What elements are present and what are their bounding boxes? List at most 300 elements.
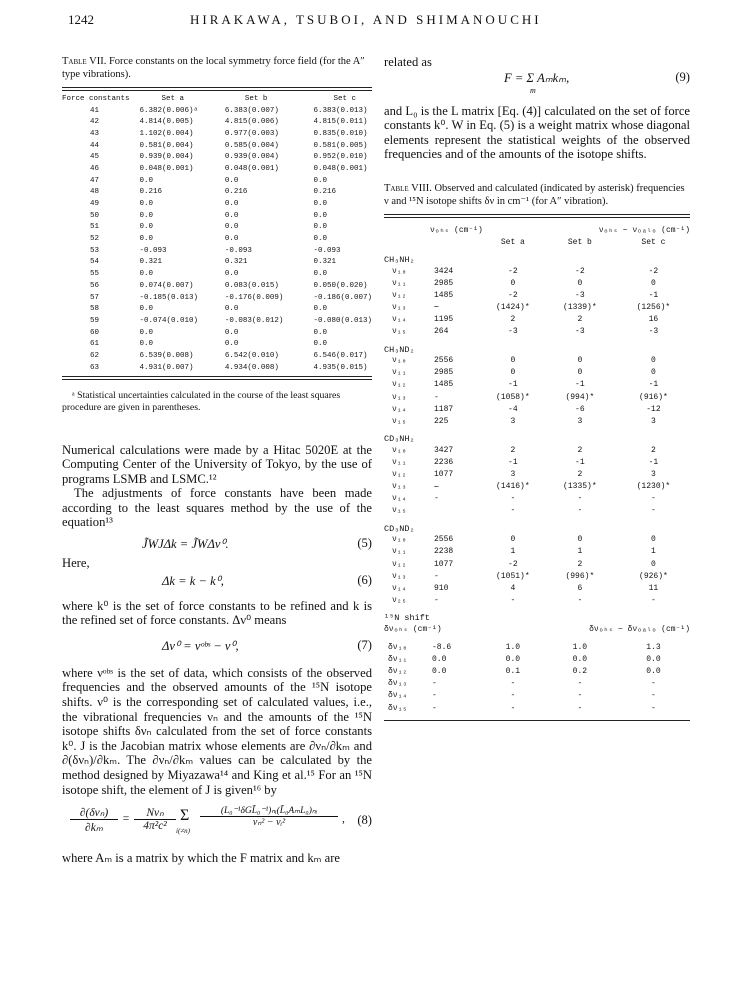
table7-row [62,222,372,234]
table8-cell: ν₁₃ [392,482,407,492]
table8-cell: 3 [510,470,516,480]
table7-cell: 0.0 [313,340,327,349]
table7-cell: -0.186(0.007) [313,293,372,302]
table7-cell: 0.321 [313,258,336,267]
table8-cell: - [577,691,583,701]
table7-row [62,233,372,245]
table8-cell: 6 [577,583,583,593]
table7-cell: 0.0 [224,340,239,349]
eq8-lhs-denominator: ∂kₘ [85,822,103,835]
table8-row [384,444,690,456]
table7-cell: 41 [90,106,100,115]
equation-9 [384,69,690,95]
table8-cell: 0 [651,559,656,569]
page-number: 1242 [68,12,94,27]
table8-cell: δν₁₃ [388,679,408,689]
table7-cell: 0.581(0.005) [313,141,368,150]
table8-cell: 0.0 [432,655,447,665]
table7-cell: 60 [90,328,100,337]
table8-cell: - [577,506,583,516]
table8-row [384,301,690,313]
left-column [62,55,372,866]
table8-row [384,314,690,326]
table8-cell: 3424 [434,266,454,276]
table8-cell: ν₁₄ [392,583,407,593]
table8-cell: ν₁₃ [392,571,407,581]
table7-cell: 0.0 [224,305,239,314]
table8-cell: - [510,494,516,504]
table8-cell: δν₁₂ [388,667,408,677]
table7-row [62,210,372,222]
table8-cell: 264 [434,327,449,337]
paragraph: where Aₘ is a matrix by which the F matrix and kₘ are [62,851,340,866]
table7-cell: 0.0 [139,176,154,185]
table8-row [384,534,690,546]
table8-cell: 3 [510,416,516,426]
table8-row [384,379,690,391]
table8-cell: ν₁₅ [392,327,407,337]
table7-cell: 0.0 [139,211,154,220]
table8-row [384,391,690,403]
table7-row [62,268,372,280]
table8-cell: 1187 [434,404,454,414]
table8-cell: 11 [648,583,659,593]
table8-cell: -2 [575,266,585,276]
table8-cell: -2 [508,290,518,300]
table8-cell: 0 [651,535,656,545]
table7-cell: 0.0 [313,211,327,220]
table8-cell: 4 [510,583,516,593]
table8-cell: - [651,679,656,689]
table7-cell: 6.546(0.017) [313,351,368,360]
table7-row [62,140,372,152]
table7-row [62,292,372,304]
equation-5-number: (5) [357,536,372,551]
table8-cell: - [651,703,656,713]
table8-shift-head-obs: δνₒₕₛ (cm⁻¹) [384,625,442,635]
table7-cell: 51 [90,223,100,232]
table7-cell: 0.0 [224,211,239,220]
table8-header-row [384,224,690,236]
table7-cell: 0.585(0.004) [224,141,279,150]
table7-col-header: Set a [161,94,185,103]
table8-caption-label: Table VIII. [384,182,432,194]
table8-set-header: Set b [567,237,592,247]
table8-cell: 1485 [434,380,454,390]
table8-cell: -2 [508,559,518,569]
table8-cell: 1 [651,547,656,557]
table7-cell: 52 [90,235,100,244]
table8-cell: 0 [510,535,516,545]
table7-cell: -0.185(0.013) [139,293,199,302]
table8-cell: 0.0 [646,667,661,677]
table8-row [384,415,690,427]
table8-row [384,481,690,493]
table8-cell: 0 [651,356,656,366]
table8-cell: ν₁₂ [392,470,407,480]
table7-cell: 4.814(0.005) [139,118,194,127]
table8-cell: -1 [648,380,659,390]
table8-cell: - [651,595,656,605]
table8 [384,224,690,714]
here-text: Here, [62,556,90,571]
table7-col-header: Set c [333,94,356,103]
table7-cell: 49 [90,200,100,209]
table8-head-diff: νₒₕₛ − νₒₐₗₒ (cm⁻¹) [598,226,690,236]
table7-col-header: Set b [244,94,268,103]
table8-cell: 2 [577,559,583,569]
table7-cell: 4.931(0.007) [139,363,194,372]
table8-cell: - [577,703,583,713]
table8-row [384,403,690,415]
table8-cell: 16 [648,315,659,325]
equation-6-number: (6) [357,572,372,587]
eq8-mid-numerator: Nνₙ [134,805,176,820]
table8-cell: 0 [577,278,583,288]
table8-group-row [384,517,690,534]
table7-cell: 0.581(0.004) [139,141,194,150]
table7-cell: 0.050(0.020) [313,281,368,290]
table7-cell: 61 [90,340,100,349]
table7-row [62,350,372,362]
table8-cell: 1 [510,547,516,557]
table8-cell: -1 [575,457,585,467]
table8-sets-row [384,236,690,248]
table8-cell: 2556 [434,356,454,366]
table8-shift-row [384,642,690,654]
table8-cell: -1 [575,380,585,390]
table8-cell: (1051)* [496,571,530,581]
table7-cell: 63 [90,363,100,372]
table8-shift-head-diff: δνₒₕₛ − δνₒₐₗₒ (cm⁻¹) [589,625,690,635]
table8-cell: 2 [510,315,516,325]
table8-cell: 1.0 [572,643,588,653]
table8-cell: ν₁₂ [392,559,407,569]
equation-6-text: Δk = k − k⁰, [162,573,224,588]
table7-cell: 6.383(0.007) [224,106,279,115]
table8-cell: (1335)* [563,482,597,492]
table8-row [384,546,690,558]
paragraph: where k⁰ is the set of force constants to be refined and k is the refined set of force constants. Δν⁰ means [62,598,372,628]
table8-cell: ν₁₁ [392,368,407,378]
table7-cell: 0.0 [224,328,239,337]
table7-row [62,257,372,269]
equation-8-number: (8) [357,813,372,828]
table8-cell: ν₂₅ [392,595,407,605]
table7-row [62,315,372,327]
table8-cell: ν₁₂ [392,380,407,390]
table8-cell: 2 [577,445,583,455]
table8-cell: 3 [577,416,583,426]
table7-cell: 0.0 [313,328,327,337]
table7-cell: 0.321 [224,258,248,267]
paragraph: The adjustments of force constants have been made according to the least squares method by the use of the equation¹³ [62,486,372,530]
table7-row [62,245,372,257]
table8-cell: 1.0 [505,643,521,653]
table8-cell: -2 [508,266,518,276]
table7-cell: -0.093 [224,246,252,255]
table8-cell: 0 [651,278,656,288]
table8-body [384,248,690,714]
table7-cell: 57 [90,293,100,302]
table7-cell: 6.542(0.010) [224,351,279,360]
table8-cell: - [510,703,516,713]
equation-5 [62,536,372,554]
table8-cell: 0.0 [505,655,521,665]
table8-cell: ν₁₅ [392,416,407,426]
table8-cell: - [432,703,437,713]
table7-cell: 0.0 [139,305,154,314]
table7-cell: 44 [90,141,100,150]
table7-col-header: Force constants [62,94,130,103]
table7-cell: -0.083(0.012) [224,316,284,325]
table7-cell: 46 [90,164,100,173]
table7-cell: 4.815(0.006) [224,118,279,127]
table8-cell [430,505,483,517]
table8-cell: -3 [508,327,518,337]
eq8-lhs-numerator: ∂(δνₙ) [70,805,118,820]
table7-cell: 0.0 [224,223,239,232]
table8-row [384,367,690,379]
table7-cell: 59 [90,316,100,325]
table8-caption [384,182,690,208]
table7-cell: 0.0 [224,176,239,185]
table7-cell: 42 [90,118,100,127]
table7-cell: 55 [90,270,100,279]
table7-cell: -0.074(0.010) [139,316,199,325]
table7-row [62,163,372,175]
table8-cell: - [434,595,439,605]
page-header [0,12,748,32]
table7-row [62,362,372,374]
running-head: HIRAKAWA, TSUBOI, AND SHIMANOUCHI [190,12,542,27]
table7-cell: 0.048(0.001) [139,164,194,173]
table8-row [384,326,690,338]
table7-row [62,327,372,339]
table8-cell: (996)* [565,571,595,581]
equation-7-number: (7) [357,637,372,652]
table8-cell: - [651,494,656,504]
table8-cell: - [434,392,439,402]
table8-cell: -12 [646,404,661,414]
table8-cell: -4 [508,404,518,414]
table7-row [62,116,372,128]
table8-shift-label-row [384,606,690,623]
table8-cell: - [434,571,439,581]
table8-cell: (916)* [639,392,668,402]
table8-cell: 225 [434,416,449,426]
table8-cell: - [651,691,656,701]
table8-group-name: CD₃ND₂ [384,523,415,534]
table7-cell: 0.083(0.015) [224,281,279,290]
table8-cell: 3 [651,416,656,426]
table8-row [384,265,690,277]
table8-cell: 0 [577,356,583,366]
table8-cell: (926)* [639,571,668,581]
table8-cell: - [510,506,516,516]
table8-shift-label: ¹⁵N shift [384,613,430,624]
table7-cell: -0.176(0.009) [224,293,284,302]
table8-cell: 2556 [434,535,454,545]
table8-cell: 1077 [434,559,454,569]
table8-cell: - [510,595,516,605]
table8-cell: ∼ [434,303,439,313]
table7-cell: 1.102(0.004) [139,129,194,138]
table7-row [62,303,372,315]
table8-cell: 0 [651,368,656,378]
table8-cell: ν₁₀ [392,445,407,455]
table8-cell: 0 [510,278,516,288]
table8-cell: 2 [651,445,656,455]
table7-cell: 0.0 [139,200,154,209]
table8-shift-row [384,678,690,690]
table8-cell: ν₁₀ [392,535,407,545]
table7-body [62,105,372,374]
table8-cell: -2 [648,266,659,276]
table7-cell: 50 [90,211,100,220]
table8-bottom-rule [384,720,690,721]
table8-cell: -3 [648,327,659,337]
table8-row [384,493,690,505]
table7-cell: 0.0 [313,176,327,185]
eq8-rhs-numerator: (L₀⁻¹δGL̃₀⁻¹)ₙᵢ(L̃₀AₘL₀)ₙᵢ [200,805,338,817]
table7-cell: 0.0 [224,270,239,279]
table7-footnote: ᵃ Statistical uncertainties calculated in the course of the least squares procedure are given in parentheses. [62,389,341,413]
table8-cell: -1 [508,457,518,467]
table7-cell: 0.0 [139,235,154,244]
equation-7 [62,638,372,656]
table7-cell: 58 [90,305,100,314]
equation-9-text: F = Σ Aₘkₘ, [504,70,570,85]
table8-cell: (994)* [565,392,595,402]
table8-row [384,456,690,468]
table8-cell: 0.1 [505,667,521,677]
equation-8: ∂(δνₙ) ∂kₘ = Nνₙ 4π²c² Σ i(≠n) (L₀⁻¹δGL̃₀⁻¹)ₙᵢ(L̃₀AₘL₀)ₙᵢ νₙ² − νᵢ² , (8) [62,805,372,845]
table8-cell: - [432,691,437,701]
table8-cell: 1077 [434,470,454,480]
table8-cell: 0 [577,368,583,378]
table8-cell: - [651,506,656,516]
table8-shift-row [384,702,690,714]
table7-cell: 0.0 [313,223,327,232]
table8-row [384,505,690,517]
table7-cell: 0.952(0.010) [313,153,368,162]
table7-cell: 0.0 [139,270,154,279]
table8-group-name: CD₃NH₂ [384,434,415,445]
table8-cell: 0 [510,368,516,378]
table8-cell: ν₁₂ [392,290,407,300]
table7-cell: 0.0 [224,235,239,244]
table8-cell: ν₁₃ [392,302,407,312]
equation-5-text: J̃WJΔk = J̃WΔν⁰. [142,537,229,552]
table8-cell: 1 [577,547,583,557]
table8-group-name: CH₃NH₂ [384,255,415,266]
table8-caption-text: Observed and calculated (indicated by asterisk) frequencies ν and ¹⁵N isotope shifts δν in cm⁻¹ (for A″ vibration). [384,182,685,207]
table7-cell: 0.0 [313,200,327,209]
table7-cell: 0.977(0.003) [224,129,279,138]
table8-shift-row [384,654,690,666]
table7 [62,93,372,374]
table7-cell: 0.216 [313,188,336,197]
table7-cell: 0.939(0.004) [139,153,194,162]
table7-row [62,128,372,140]
table8-row [384,558,690,570]
table7-row [62,175,372,187]
table8-cell: ν₁₀ [392,266,407,276]
equation-9-sum-index: m [530,85,536,95]
table8-cell: -1 [648,457,659,467]
table8-cell: (1424)* [496,302,530,312]
table8-row [384,570,690,582]
table8-cell: 0 [577,535,583,545]
eq8-rhs-denominator: νₙ² − νᵢ² [252,817,286,829]
table7-cell: 0.216 [139,188,163,197]
table8-cell: 1195 [434,315,454,325]
table8-cell: - [432,679,437,689]
table7-cell: 0.048(0.001) [224,164,279,173]
table8-cell: (1256)* [636,302,671,312]
table8-cell: - [577,494,583,504]
table8-cell: - [577,679,583,689]
table8-shift-row [384,666,690,678]
table8-set-header: Set c [641,237,666,247]
table8-row [384,594,690,606]
table8-cell: 910 [434,583,449,593]
paragraph: where νᵒᵇˢ is the set of data, which consists of the observed frequencies and the observed amounts of the ¹⁵N isotope shifts. ν⁰ is the corresponding set of calculated values, i.e., the vibrational frequencies νₙ and the amounts of the ¹⁵N isotope shifts δνₙ calculated from the set of force constants k⁰. J is the Jacobian matrix whose elements are ∂νₙ/∂kₘ and ∂(δνₙ)/∂kₘ. The ∂νₙ/∂kₘ values can be calculated by the method designed by Miyazawa¹⁴ and King et al.¹⁵ For an ¹⁵N isotope shift, the element of J is given¹⁶ by [62,665,372,797]
table8-cell: ν₁₃ [392,392,407,402]
table8-cell: 0.0 [646,655,661,665]
table8-cell: (1230)* [636,482,671,492]
equation-7-text: Δν⁰ = νᵒᵇˢ − ν⁰, [162,638,239,653]
table8-shift-header-row [384,623,690,635]
table8-cell: ν₁₀ [392,356,407,366]
table8-cell: 2985 [434,368,454,378]
table8-cell: δν₁₅ [388,703,408,713]
table8-shift-row [384,690,690,702]
table8-cell: ν₁₄ [392,494,407,504]
table7-row [62,198,372,210]
table8-cell: ν₁₄ [392,315,407,325]
table7-cell: 0.0 [139,328,154,337]
table8-cell: - [510,679,516,689]
table8-cell: δν₁₀ [388,643,408,653]
table8-head-obs: νₒₕₛ (cm⁻¹) [430,226,483,236]
table7-cell: 53 [90,246,100,255]
table8-cell: 0.2 [572,667,588,677]
right-column [384,55,690,721]
table8-row [384,277,690,289]
table8-cell: -3 [575,327,585,337]
table7-cell: 0.0 [139,340,154,349]
table7-top-rule [62,87,372,91]
table7-cell: 0.0 [139,223,154,232]
table8-cell: (1058)* [496,392,530,402]
table7-bottom-rule [62,376,372,380]
table7-cell: 0.0 [313,235,327,244]
table7-cell: 4.815(0.011) [313,118,368,127]
table8-cell: - [510,691,516,701]
table7-cell: 0.0 [313,270,327,279]
table8-cell: ν₁₁ [392,278,407,288]
table8-cell: 2236 [434,457,454,467]
table7-cell: 54 [90,258,100,267]
table8-cell: ν₁₁ [392,547,407,557]
table7-row [62,151,372,163]
table8-cell: -3 [575,290,585,300]
table8-cell: ∼ [434,482,439,492]
table8-cell: 0 [510,356,516,366]
table7-cell: 4.935(0.015) [313,363,368,372]
